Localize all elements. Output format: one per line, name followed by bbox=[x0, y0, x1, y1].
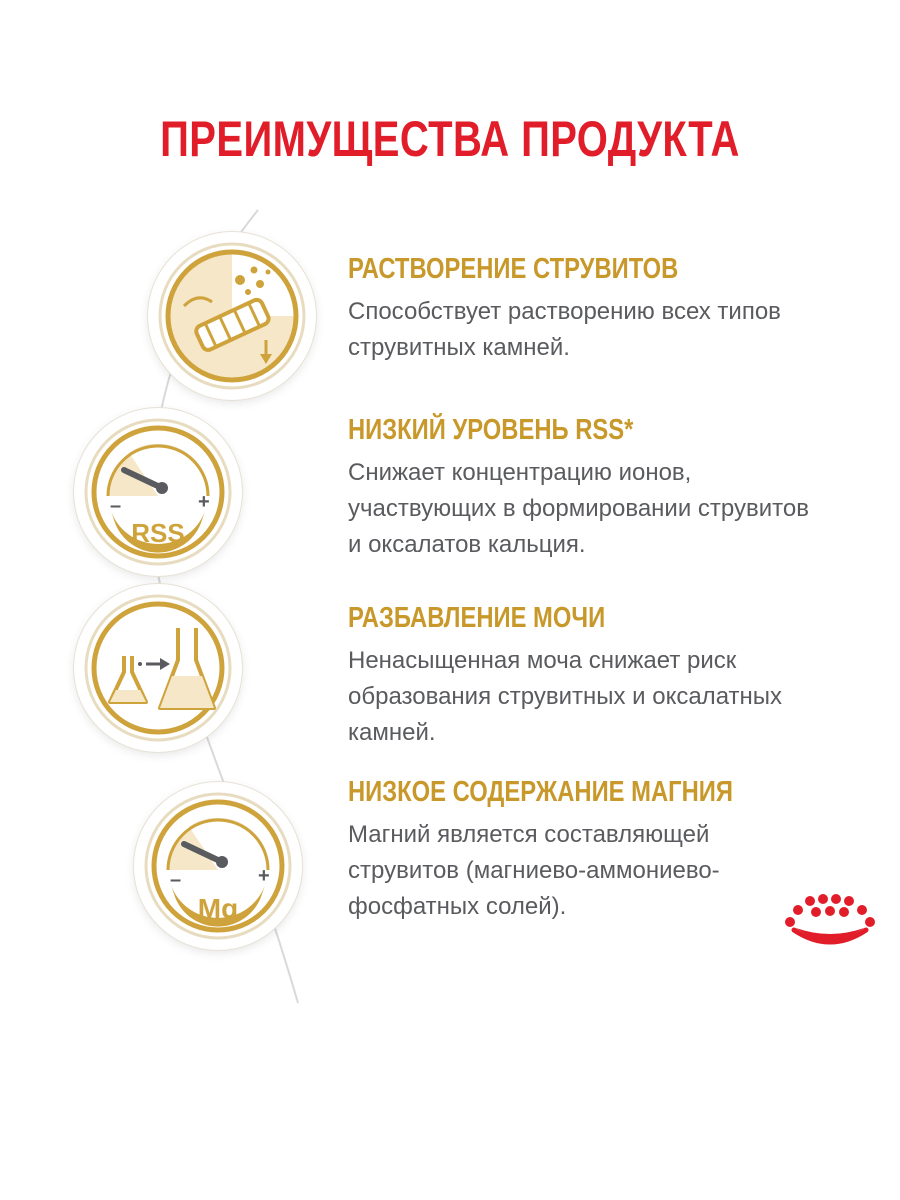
feature-heading: НИЗКИЙ УРОВЕНЬ RSS* bbox=[348, 414, 634, 446]
mg-icon-label: Mg bbox=[197, 893, 239, 924]
svg-text:+: + bbox=[198, 491, 210, 513]
mg-gauge-icon bbox=[134, 782, 302, 950]
feature-heading: РАСТВОРЕНИЕ СТРУВИТОВ bbox=[348, 253, 679, 285]
page-title: ПРЕИМУЩЕСТВА ПРОДУКТА bbox=[160, 111, 740, 167]
svg-text:–: – bbox=[170, 869, 182, 891]
feature-text-line: Снижает концентрацию ионов, bbox=[348, 459, 692, 486]
feature-text-line: Ненасыщенная моча снижает риск bbox=[348, 647, 737, 674]
svg-text:+: + bbox=[258, 865, 270, 887]
struvite-dissolution-icon bbox=[148, 232, 316, 400]
svg-text:–: – bbox=[110, 495, 122, 517]
feature-text-line: участвующих в формировании струвитов bbox=[348, 495, 809, 522]
feature-heading: НИЗКОЕ СОДЕРЖАНИЕ МАГНИЯ bbox=[348, 776, 733, 808]
feature-text-line: и оксалатов кальция. bbox=[348, 531, 586, 558]
feature-urine-dilution bbox=[348, 601, 888, 751]
feature-text-line: струвитов (магниево-аммониево- bbox=[348, 857, 720, 884]
feature-text-line: фосфатных солей). bbox=[348, 893, 567, 920]
feature-description bbox=[348, 455, 888, 563]
rss-icon-label: RSS bbox=[131, 518, 185, 548]
rss-gauge-icon bbox=[74, 408, 242, 576]
feature-description bbox=[348, 294, 888, 366]
feature-heading: РАЗБАВЛЕНИЕ МОЧИ bbox=[348, 602, 606, 634]
flasks-dilution-icon bbox=[74, 584, 242, 752]
royal-canin-crown-icon bbox=[782, 892, 886, 952]
feature-description bbox=[348, 643, 888, 751]
feature-text-line: Магний является составляющей bbox=[348, 821, 710, 848]
feature-low-rss bbox=[348, 413, 888, 563]
feature-struvite-dissolution bbox=[348, 252, 888, 366]
feature-text-line: камней. bbox=[348, 719, 436, 746]
feature-text-line: образования струвитных и оксалатных bbox=[348, 683, 783, 710]
feature-text-line: Способствует растворению всех типов bbox=[348, 298, 781, 325]
feature-text-line: струвитных камней. bbox=[348, 334, 570, 361]
